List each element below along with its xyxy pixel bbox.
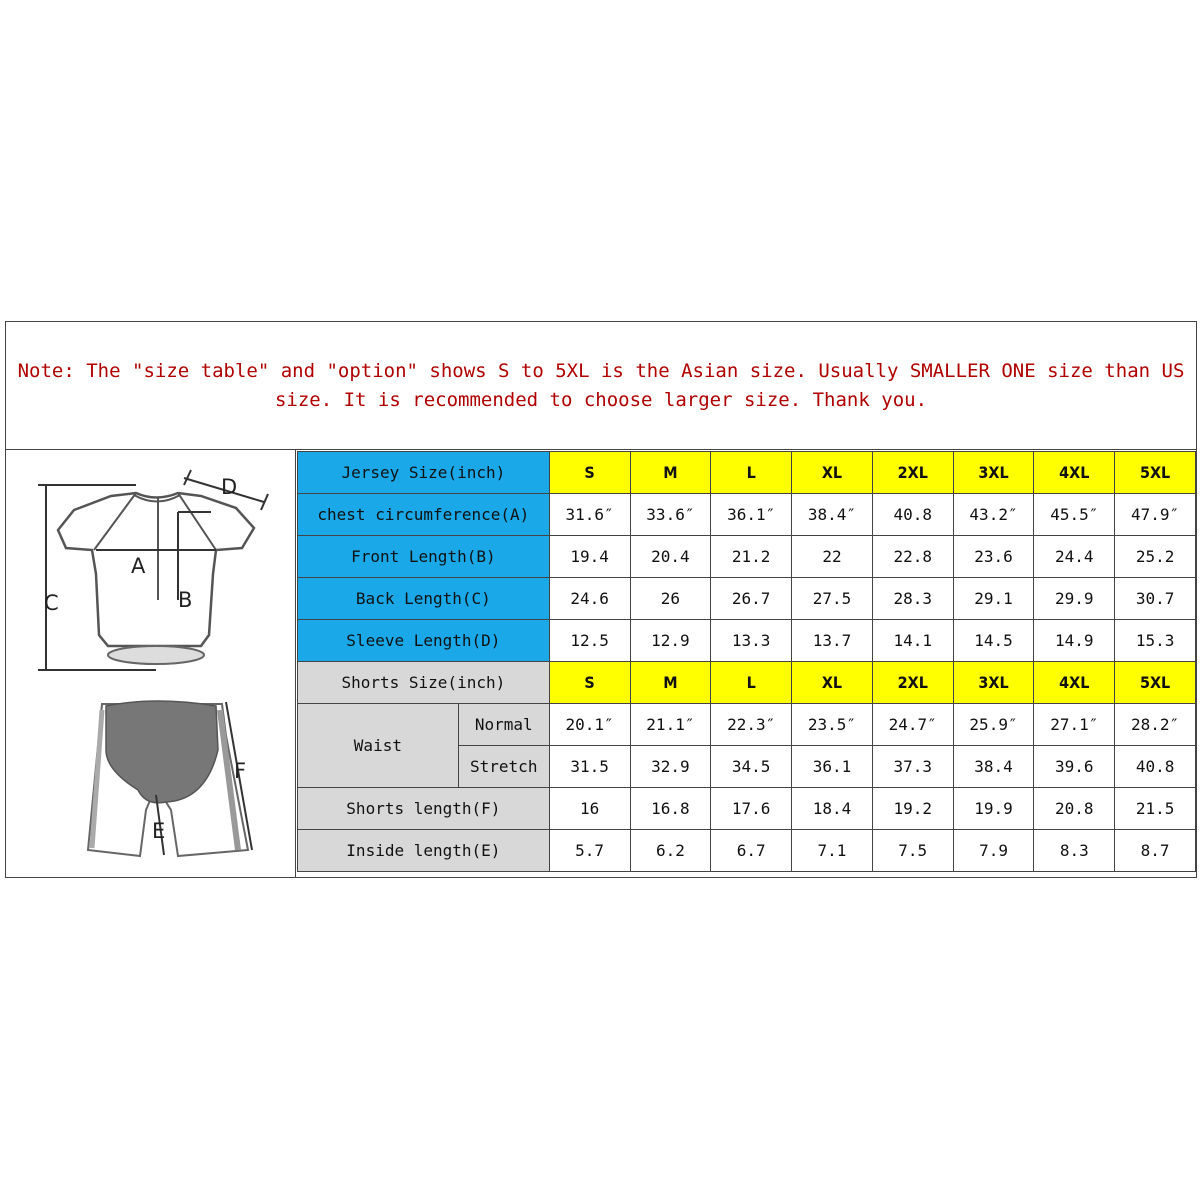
table-cell: 21.1″ (630, 704, 711, 746)
table-cell: 22 (792, 536, 873, 578)
table-cell: 20.4 (630, 536, 711, 578)
table-cell: 31.6″ (549, 494, 630, 536)
table-cell: 38.4″ (792, 494, 873, 536)
row-label: Front Length(B) (298, 536, 550, 578)
label-b: B (178, 588, 193, 612)
table-cell: 22.3″ (711, 704, 792, 746)
table-cell: 20.8 (1034, 788, 1115, 830)
table-row (298, 536, 1196, 578)
row-label: chest circumference(A) (298, 494, 550, 536)
jersey-size: M (630, 452, 711, 494)
table-cell: 6.2 (630, 830, 711, 872)
table-row (298, 494, 1196, 536)
table-cell: 22.8 (872, 536, 953, 578)
table-cell: 18.4 (792, 788, 873, 830)
table-cell: 14.1 (872, 620, 953, 662)
shorts-illustration (88, 701, 248, 856)
shorts-header-row (298, 662, 1196, 704)
table-cell: 24.7″ (872, 704, 953, 746)
table-cell: 29.1 (953, 578, 1034, 620)
table-cell: 27.1″ (1034, 704, 1115, 746)
jersey-size: L (711, 452, 792, 494)
size-note-text: Note: The "size table" and "option" shows S to 5XL is the Asian size. Usually SMALLER ONE size than US size. It is recommended to choose larger size. Thank you. (17, 359, 1185, 411)
table-cell: 17.6 (711, 788, 792, 830)
table-row (298, 704, 1196, 746)
table-cell: 36.1 (792, 746, 873, 788)
jersey-size: 4XL (1034, 452, 1115, 494)
row-label: Back Length(C) (298, 578, 550, 620)
table-cell: 16.8 (630, 788, 711, 830)
table-cell: 47.9″ (1115, 494, 1196, 536)
table-cell: 27.5 (792, 578, 873, 620)
table-cell: 43.2″ (953, 494, 1034, 536)
table-cell: 34.5 (711, 746, 792, 788)
row-label: Normal (458, 704, 549, 746)
table-row (298, 620, 1196, 662)
row-label: Sleeve Length(D) (298, 620, 550, 662)
table-cell: 37.3 (872, 746, 953, 788)
table-cell: 19.9 (953, 788, 1034, 830)
row-label: Stretch (458, 746, 549, 788)
table-cell: 21.2 (711, 536, 792, 578)
table-cell: 13.3 (711, 620, 792, 662)
table-cell: 7.1 (792, 830, 873, 872)
table-row (298, 788, 1196, 830)
table-cell: 31.5 (549, 746, 630, 788)
label-a: A (131, 554, 146, 578)
shorts-size: L (711, 662, 792, 704)
table-cell: 25.9″ (953, 704, 1034, 746)
table-cell: 30.7 (1115, 578, 1196, 620)
table-cell: 14.9 (1034, 620, 1115, 662)
shorts-size: 2XL (872, 662, 953, 704)
table-cell: 8.3 (1034, 830, 1115, 872)
table-cell: 23.6 (953, 536, 1034, 578)
shorts-size: 5XL (1115, 662, 1196, 704)
jersey-dimension-lines (38, 470, 268, 670)
table-row (298, 578, 1196, 620)
table-cell: 45.5″ (1034, 494, 1115, 536)
garment-diagrams (6, 450, 296, 878)
table-cell: 15.3 (1115, 620, 1196, 662)
label-f: F (234, 759, 247, 783)
shorts-header-label: Shorts Size(inch) (298, 662, 550, 704)
shorts-size: S (549, 662, 630, 704)
table-cell: 40.8 (1115, 746, 1196, 788)
table-cell: 32.9 (630, 746, 711, 788)
jersey-size: 5XL (1115, 452, 1196, 494)
table-cell: 28.2″ (1115, 704, 1196, 746)
table-cell: 7.5 (872, 830, 953, 872)
table-row (298, 830, 1196, 872)
table-cell: 24.4 (1034, 536, 1115, 578)
jersey-size: XL (792, 452, 873, 494)
table-cell: 5.7 (549, 830, 630, 872)
table-cell: 39.6 (1034, 746, 1115, 788)
table-cell: 12.9 (630, 620, 711, 662)
jersey-size: S (549, 452, 630, 494)
table-cell: 26 (630, 578, 711, 620)
table-cell: 33.6″ (630, 494, 711, 536)
table-cell: 24.6 (549, 578, 630, 620)
shorts-size: 4XL (1034, 662, 1115, 704)
waist-label: Waist (298, 704, 459, 788)
table-cell: 28.3 (872, 578, 953, 620)
row-label: Inside length(E) (298, 830, 550, 872)
table-cell: 19.2 (872, 788, 953, 830)
jersey-size: 3XL (953, 452, 1034, 494)
row-label: Shorts length(F) (298, 788, 550, 830)
table-cell: 20.1″ (549, 704, 630, 746)
jersey-header-row (298, 452, 1196, 494)
size-chart (5, 321, 1197, 878)
table-cell: 6.7 (711, 830, 792, 872)
size-table (297, 451, 1196, 872)
table-cell: 21.5 (1115, 788, 1196, 830)
table-cell: 29.9 (1034, 578, 1115, 620)
shorts-size: M (630, 662, 711, 704)
table-cell: 26.7 (711, 578, 792, 620)
jersey-header-label: Jersey Size(inch) (298, 452, 550, 494)
table-cell: 40.8 (872, 494, 953, 536)
table-cell: 13.7 (792, 620, 873, 662)
table-cell: 14.5 (953, 620, 1034, 662)
table-cell: 25.2 (1115, 536, 1196, 578)
jersey-size: 2XL (872, 452, 953, 494)
shorts-size: 3XL (953, 662, 1034, 704)
label-c: C (44, 591, 59, 615)
shorts-size: XL (792, 662, 873, 704)
table-cell: 8.7 (1115, 830, 1196, 872)
measurement-figures (6, 450, 296, 878)
table-cell: 23.5″ (792, 704, 873, 746)
jersey-illustration (58, 493, 254, 664)
table-cell: 36.1″ (711, 494, 792, 536)
table-cell: 38.4 (953, 746, 1034, 788)
table-cell: 7.9 (953, 830, 1034, 872)
label-d: D (221, 475, 238, 499)
label-e: E (152, 819, 166, 843)
table-cell: 16 (549, 788, 630, 830)
table-cell: 12.5 (549, 620, 630, 662)
size-note (6, 322, 1196, 450)
table-cell: 19.4 (549, 536, 630, 578)
